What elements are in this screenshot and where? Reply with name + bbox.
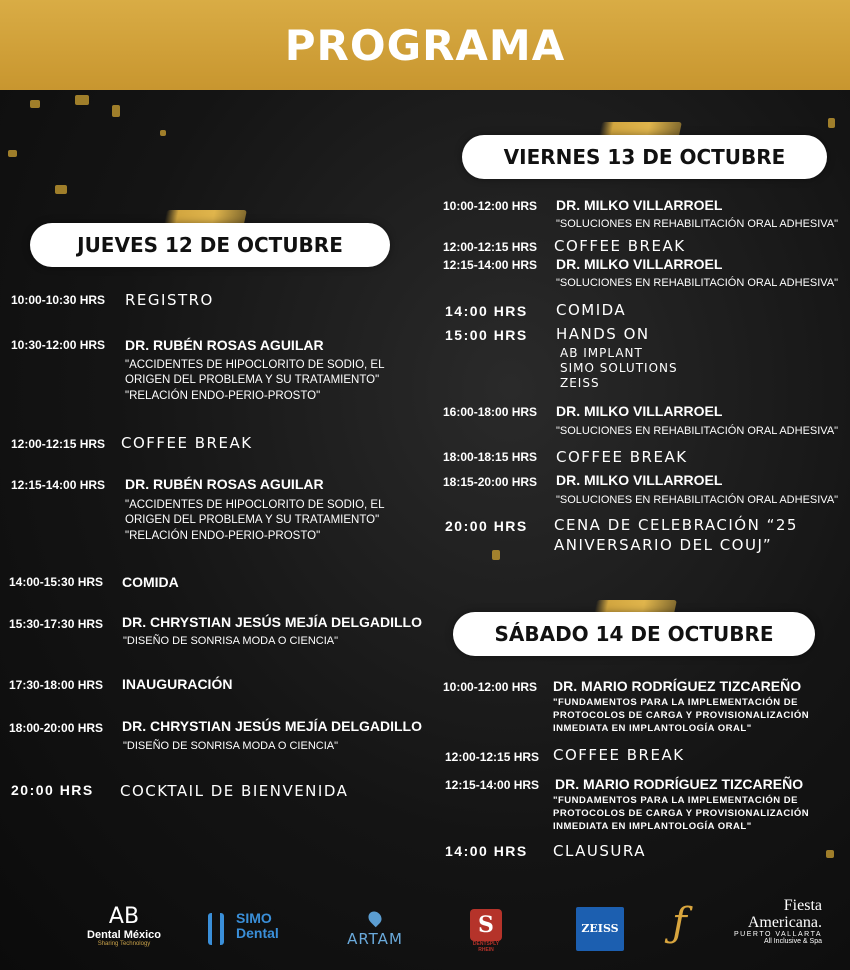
session-time: 18:15-20:00 HRS [443,475,538,489]
talk-title: "SOLUCIONES EN REHABILITACIÓN ORAL ADHESIVA" [556,218,839,230]
simo-icon [208,913,224,945]
session-time: 12:15-14:00 HRS [11,478,106,492]
session-time: 18:00-18:15 HRS [443,450,538,464]
session-time: 12:15-14:00 HRS [445,778,540,792]
session-time: 17:30-18:00 HRS [9,678,104,692]
ab-logo-mark: AB [108,904,140,929]
drop-icon [366,909,384,927]
gold-speck [492,550,500,560]
speaker-name: DR. MILKO VILLARROEL [556,472,723,488]
talk-title: "ACCIDENTES DE HIPOCLORITO DE SODIO, EL ORIGEN DEL PROBLEMA Y SU TRATAMIENTO" [125,359,385,386]
talk-title: "FUNDAMENTOS PARA LA IMPLEMENTACIÓN DE PROTOCOLOS DE CARGA Y PROVISIONALIZACIÓN INMEDIATA EN IMPLANTOLOGÍA ORAL" [553,697,810,734]
day-heading-text: VIERNES 13 DE OCTUBRE [503,145,786,169]
zeiss-logo [576,907,624,951]
gold-speck [112,105,120,117]
gold-speck [75,95,89,105]
ab-dental-logo [78,905,170,947]
gold-speck [160,130,166,136]
gold-speck [826,850,834,858]
session-label: COFFEE BREAK [556,448,688,466]
simo-dental-logo [208,911,300,941]
simo-logo-name: Dental [236,925,279,941]
talk-title: "DISEÑO DE SONRISA MODA O CIENCIA" [123,740,339,752]
fiesta-logo-place: PUERTO VALLARTA [734,931,822,938]
session-time: 10:30-12:00 HRS [11,338,106,352]
session-label: COMIDA [122,574,179,590]
gold-speck [30,100,40,108]
ab-logo-name: Dental México [87,929,161,941]
speaker-name: DR. MARIO RODRÍGUEZ TIZCAREÑO [553,678,802,694]
session-label: CLAUSURA [553,842,646,860]
sponsor-bar [0,895,850,965]
zeiss-logo-name: ZEISS [581,922,619,935]
dentsply-logo-name: DENTSPLY RHEIN [472,941,500,953]
session-time: 10:00-10:30 HRS [11,293,106,307]
gold-speck [55,185,67,194]
talk-title: "ACCIDENTES DE HIPOCLORITO DE SODIO, EL ORIGEN DEL PROBLEMA Y SU TRATAMIENTO" [125,499,385,526]
talk-title: "RELACIÓN ENDO-PERIO-PROSTO" [125,530,321,542]
day-heading-text: JUEVES 12 DE OCTUBRE [77,233,343,257]
session-time: 15:00 HRS [445,327,528,343]
speaker-name: DR. MARIO RODRÍGUEZ TIZCAREÑO [555,776,804,792]
talk-title: "SOLUCIONES EN REHABILITACIÓN ORAL ADHESIVA" [556,277,839,289]
session-time: 20:00 HRS [11,782,94,798]
speaker-name: DR. RUBÉN ROSAS AGUILAR [125,337,324,353]
session-label: COCKTAIL DE BIENVENIDA [120,782,349,800]
fiesta-americana-logo [672,897,822,945]
fiesta-logo-name: Fiesta [783,897,822,914]
session-time: 12:00-12:15 HRS [443,240,538,254]
session-label: REGISTRO [125,291,214,309]
page-title: PROGRAMA [284,20,566,70]
session-time: 16:00-18:00 HRS [443,405,538,419]
session-label: INAUGURACIÓN [122,676,233,692]
session-label: ANIVERSARIO DEL COUJ” [554,536,773,554]
fiesta-logo-tagline: All Inclusive & Spa [764,938,822,945]
session-time: 18:00-20:00 HRS [9,721,104,735]
speaker-name: DR. RUBÉN ROSAS AGUILAR [125,476,324,492]
day-heading-text: SÁBADO 14 DE OCTUBRE [494,622,774,646]
session-label: CENA DE CELEBRACIÓN “25 [554,516,798,534]
fiesta-logo-name: Americana. [747,914,822,931]
session-time: 20:00 HRS [445,518,528,534]
session-time: 12:00-12:15 HRS [445,750,540,764]
session-time: 12:00-12:15 HRS [11,437,106,451]
talk-title: "RELACIÓN ENDO-PERIO-PROSTO" [125,390,321,402]
session-time: 14:00-15:30 HRS [9,575,104,589]
session-time: 15:30-17:30 HRS [9,617,104,631]
fiesta-swirl-icon: ƒ [672,900,687,946]
speaker-name: DR. MILKO VILLARROEL [556,256,723,272]
artam-logo-name: ARTAM [347,930,403,948]
day-heading-thursday [30,223,390,267]
hands-on-item: SIMO SOLUTIONS [560,361,678,375]
session-time: 14:00 HRS [445,843,528,859]
session-label: COFFEE BREAK [554,237,686,255]
day-heading-saturday [453,612,815,656]
gold-speck [828,118,835,128]
hands-on-item: ZEISS [560,376,600,390]
dentsply-logo-mark: S [470,909,502,941]
hands-on-item: AB IMPLANT [560,346,643,360]
day-heading-friday [462,135,827,179]
session-time: 14:00 HRS [445,303,528,319]
speaker-name: DR. CHRYSTIAN JESÚS MEJÍA DELGADILLO [122,718,422,734]
session-label: COMIDA [556,301,627,319]
title-banner [0,0,850,90]
talk-title: "SOLUCIONES EN REHABILITACIÓN ORAL ADHESIVA" [556,494,839,506]
simo-logo-name: SIMO [236,910,272,926]
artam-logo [338,911,412,948]
talk-title: "DISEÑO DE SONRISA MODA O CIENCIA" [123,635,339,647]
speaker-name: DR. MILKO VILLARROEL [556,403,723,419]
dentsply-logo [468,909,504,953]
ab-logo-tagline: Sharing Technology [97,941,151,947]
session-time: 12:15-14:00 HRS [443,258,538,272]
speaker-name: DR. CHRYSTIAN JESÚS MEJÍA DELGADILLO [122,614,422,630]
gold-speck [8,150,17,157]
session-time: 10:00-12:00 HRS [443,680,538,694]
talk-title: "SOLUCIONES EN REHABILITACIÓN ORAL ADHESIVA" [556,425,839,437]
session-label: COFFEE BREAK [121,434,253,452]
session-time: 10:00-12:00 HRS [443,199,538,213]
speaker-name: DR. MILKO VILLARROEL [556,197,723,213]
session-label: HANDS ON [556,325,650,343]
session-label: COFFEE BREAK [553,746,685,764]
talk-title: "FUNDAMENTOS PARA LA IMPLEMENTACIÓN DE PROTOCOLOS DE CARGA Y PROVISIONALIZACIÓN INMEDIATA EN IMPLANTOLOGÍA ORAL" [553,795,810,832]
